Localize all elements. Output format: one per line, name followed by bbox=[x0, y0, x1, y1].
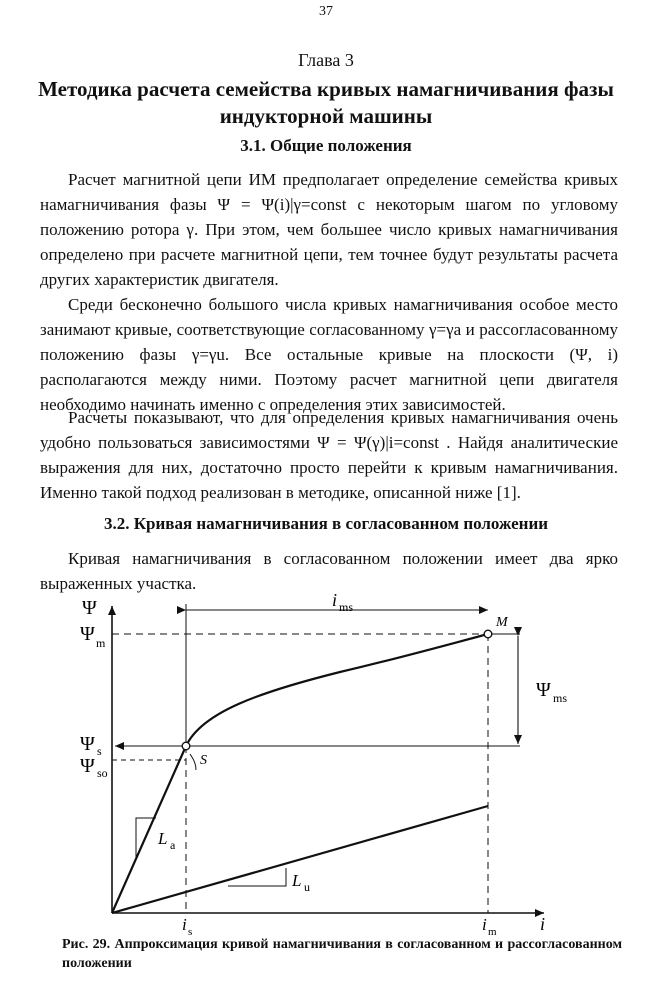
s-leader bbox=[190, 754, 196, 770]
psi-m-label: Ψ bbox=[80, 623, 95, 645]
paragraph-1: Расчет магнитной цепи ИМ предполагает определение семейства кривых намагничивания фазы Ψ = Ψ(i)|γ=const с некоторым шагом по угловому положению ротора γ. При этом, чем большее число кривых намагничивания определено при расчете магнитной цепи, тем точнее будут результаты расчета других характеристик двигателя. bbox=[40, 170, 618, 289]
section-heading-3-1: 3.1. Общие положения bbox=[240, 136, 412, 155]
figure-caption: Рис. 29. Аппроксимация кривой намагничивания в согласованном и рассогласованном положении bbox=[62, 937, 622, 971]
psi-ms-label: Ψ bbox=[536, 679, 551, 701]
figure-29 bbox=[40, 590, 600, 938]
page-number: 37 bbox=[319, 4, 333, 19]
paragraph-3: Расчеты показывают, что для определения кривых намагничивания очень удобно пользоваться зависимостями Ψ = Ψ(γ)|i=const . Найдя аналитические выражения для них, достаточно просто перейти к кривым намагничивания. Именно такой подход реализован в методике, описанной ниже [1]. bbox=[40, 408, 618, 502]
psi-m-sub: m bbox=[96, 636, 106, 650]
i-ms-label: i bbox=[332, 590, 338, 610]
psi-s-sub: s bbox=[97, 744, 102, 758]
i-axis-label: i bbox=[540, 914, 546, 934]
point-s-label: S bbox=[200, 753, 207, 768]
chapter-title: Методика расчета семейства кривых намагничивания фазы индукторной машины bbox=[38, 77, 614, 128]
paragraph-2: Среди бесконечно большого числа кривых намагничивания особое место занимают кривые, соответствующие согласованному γ=γa и рассогласованному положению фазы γ=γu. Все остальные кривые на плоскости (Ψ, i) располагаются между ними. Поэтому расчет магнитной цепи двигателя необходимо начинать именно с определения этих зависимостей. bbox=[40, 295, 618, 414]
magnetization-diagram bbox=[40, 590, 600, 938]
i-m-sub: m bbox=[488, 926, 497, 938]
paragraph-4: Кривая намагничивания в согласованном положении имеет два ярко выраженных участка. bbox=[40, 549, 618, 593]
psi-so-label: Ψ bbox=[80, 755, 95, 777]
la-label: L bbox=[158, 829, 168, 848]
unaligned-line bbox=[112, 806, 488, 913]
psi-ms-sub: ms bbox=[553, 691, 568, 705]
section-heading-3-2: 3.2. Кривая намагничивания в согласованном положении bbox=[103, 514, 549, 533]
point-m-label: M bbox=[496, 615, 508, 630]
psi-axis-label: Ψ bbox=[82, 597, 97, 619]
chapter-heading: Глава 3 bbox=[298, 50, 354, 70]
psi-so-sub: so bbox=[97, 766, 108, 780]
point-m-marker bbox=[484, 630, 492, 638]
psi-s-label: Ψ bbox=[80, 733, 95, 755]
la-sub: a bbox=[170, 838, 176, 852]
i-ms-sub: ms bbox=[339, 600, 354, 614]
lu-sub: u bbox=[304, 880, 310, 894]
lu-label: L bbox=[292, 871, 302, 890]
i-m-label: i bbox=[482, 915, 487, 934]
i-s-label: i bbox=[182, 915, 187, 934]
i-s-sub: s bbox=[188, 926, 193, 938]
point-s-marker bbox=[182, 742, 190, 750]
